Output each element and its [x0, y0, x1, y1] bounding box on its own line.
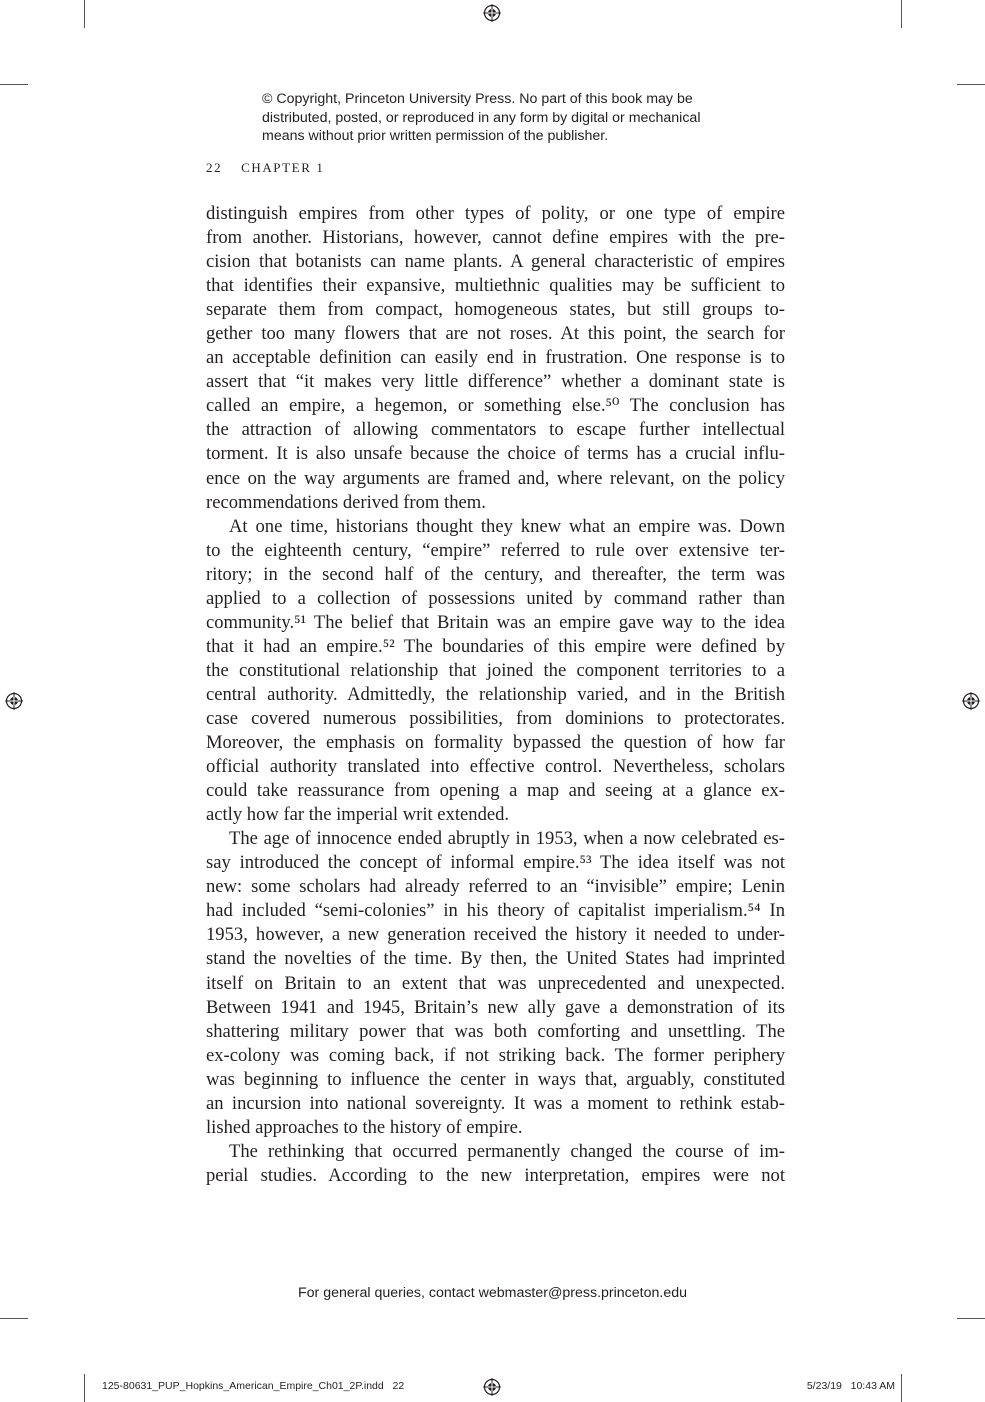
- text-line: that it had an empire.⁵² The boundaries of this empire were defined by: [206, 635, 785, 657]
- text-line: called an empire, a hegemon, or something else.⁵⁰ The conclusion has: [206, 395, 785, 417]
- footer-query: For general queries, contact webmaster@press.princeton.edu: [298, 1285, 687, 1301]
- slug-timestamp: 5/23/19 10:43 AM: [806, 1380, 895, 1392]
- text-line: Moreover, the emphasis on formality bypassed the question of how far: [206, 732, 785, 754]
- crop-mark-right-top: [957, 84, 985, 85]
- crop-mark-bottom-left: [84, 1374, 85, 1402]
- text-line: to the eighteenth century, “empire” referred to rule over extensive ter-: [206, 539, 785, 561]
- text-line: assert that “it makes very little difference” whether a dominant state is: [206, 371, 785, 393]
- chapter-label: CHAPTER 1: [241, 160, 325, 175]
- text-line: central authority. Admittedly, the relationship varied, and in the British: [206, 683, 785, 705]
- text-line: community.⁵¹ The belief that Britain was an empire gave way to the idea: [206, 611, 785, 633]
- body-text: [206, 202, 785, 1188]
- text-line: an acceptable definition can easily end in frustration. One response is to: [206, 347, 785, 369]
- running-head: [206, 160, 324, 176]
- crop-mark-right-bottom: [957, 1318, 985, 1319]
- text-line: that identifies their expansive, multiethnic qualities may be sufficient to: [206, 275, 785, 297]
- crop-mark-left-bottom: [0, 1318, 28, 1319]
- text-line: Between 1941 and 1945, Britain’s new ally gave a demonstration of its: [206, 996, 785, 1018]
- text-line: from another. Historians, however, cannot define empires with the pre-: [206, 227, 785, 249]
- crop-mark-bottom-right: [901, 1374, 902, 1402]
- text-line: had included “semi-colonies” in his theory of capitalist imperialism.⁵⁴ In: [206, 900, 785, 922]
- text-line: The rethinking that occurred permanently changed the course of im-: [229, 1140, 785, 1162]
- text-line: was beginning to influence the center in ways that, arguably, constituted: [206, 1068, 785, 1090]
- text-line: lished approaches to the history of empire.: [206, 1116, 523, 1138]
- slug-filename: 125-80631_PUP_Hopkins_American_Empire_Ch01_2P.indd 22: [102, 1380, 405, 1392]
- text-line: the attraction of allowing commentators to escape further intellectual: [206, 419, 785, 441]
- registration-mark-bottom-icon: [483, 1378, 501, 1396]
- copyright-notice: [262, 90, 742, 146]
- text-line: gether too many flowers that are not roses. At this point, the search for: [206, 323, 785, 345]
- registration-mark-top-icon: [483, 4, 501, 22]
- crop-mark-top-left: [84, 0, 85, 28]
- text-line: actly how far the imperial writ extended.: [206, 804, 510, 826]
- text-line: At one time, historians thought they knew what an empire was. Down: [229, 515, 785, 537]
- text-line: case covered numerous possibilities, from dominions to protectorates.: [206, 707, 785, 729]
- text-line: distinguish empires from other types of polity, or one type of empire: [206, 203, 785, 224]
- text-line: cision that botanists can name plants. A general characteristic of empires: [206, 251, 785, 273]
- text-line: official authority translated into effective control. Nevertheless, scholars: [206, 756, 785, 778]
- text-line: 1953, however, a new generation received the history it needed to under-: [206, 924, 785, 946]
- text-line: say introduced the concept of informal empire.⁵³ The idea itself was not: [206, 852, 785, 874]
- copyright-line: means without prior written permission of the publisher.: [262, 128, 609, 144]
- text-line: separate them from compact, homogeneous states, but still groups to-: [206, 299, 785, 321]
- registration-mark-left-icon: [5, 692, 23, 710]
- text-line: torment. It is also unsafe because the choice of terms has a crucial influ-: [206, 443, 785, 465]
- copyright-line: © Copyright, Princeton University Press. No part of this book may be: [262, 91, 693, 107]
- copyright-line: distributed, posted, or reproduced in any form by digital or mechanical: [262, 109, 701, 126]
- text-line: an incursion into national sovereignty. It was a moment to rethink estab-: [206, 1092, 785, 1114]
- text-line: itself on Britain to an extent that was unprecedented and unexpected.: [206, 972, 785, 994]
- text-line: the constitutional relationship that joined the component territories to a: [206, 659, 785, 681]
- text-line: recommendations derived from them.: [206, 491, 486, 513]
- registration-mark-right-icon: [962, 692, 980, 710]
- text-line: could take reassurance from opening a map and seeing at a glance ex-: [206, 780, 785, 802]
- text-line: perial studies. According to the new interpretation, empires were not: [206, 1164, 785, 1186]
- text-line: new: some scholars had already referred to an “invisible” empire; Lenin: [206, 876, 785, 898]
- text-line: ex-colony was coming back, if not striking back. The former periphery: [206, 1044, 785, 1066]
- text-line: stand the novelties of the time. By then, the United States had imprinted: [206, 948, 785, 970]
- text-line: applied to a collection of possessions united by command rather than: [206, 587, 785, 609]
- page-number: 22: [206, 160, 223, 175]
- text-line: ritory; in the second half of the century, and thereafter, the term was: [206, 563, 785, 585]
- crop-mark-top-right: [901, 0, 902, 28]
- crop-mark-left-top: [0, 84, 28, 85]
- text-line: ence on the way arguments are framed and, where relevant, on the policy: [206, 467, 785, 489]
- text-line: The age of innocence ended abruptly in 1953, when a now celebrated es-: [229, 828, 785, 850]
- text-line: shattering military power that was both comforting and unsettling. The: [206, 1020, 785, 1042]
